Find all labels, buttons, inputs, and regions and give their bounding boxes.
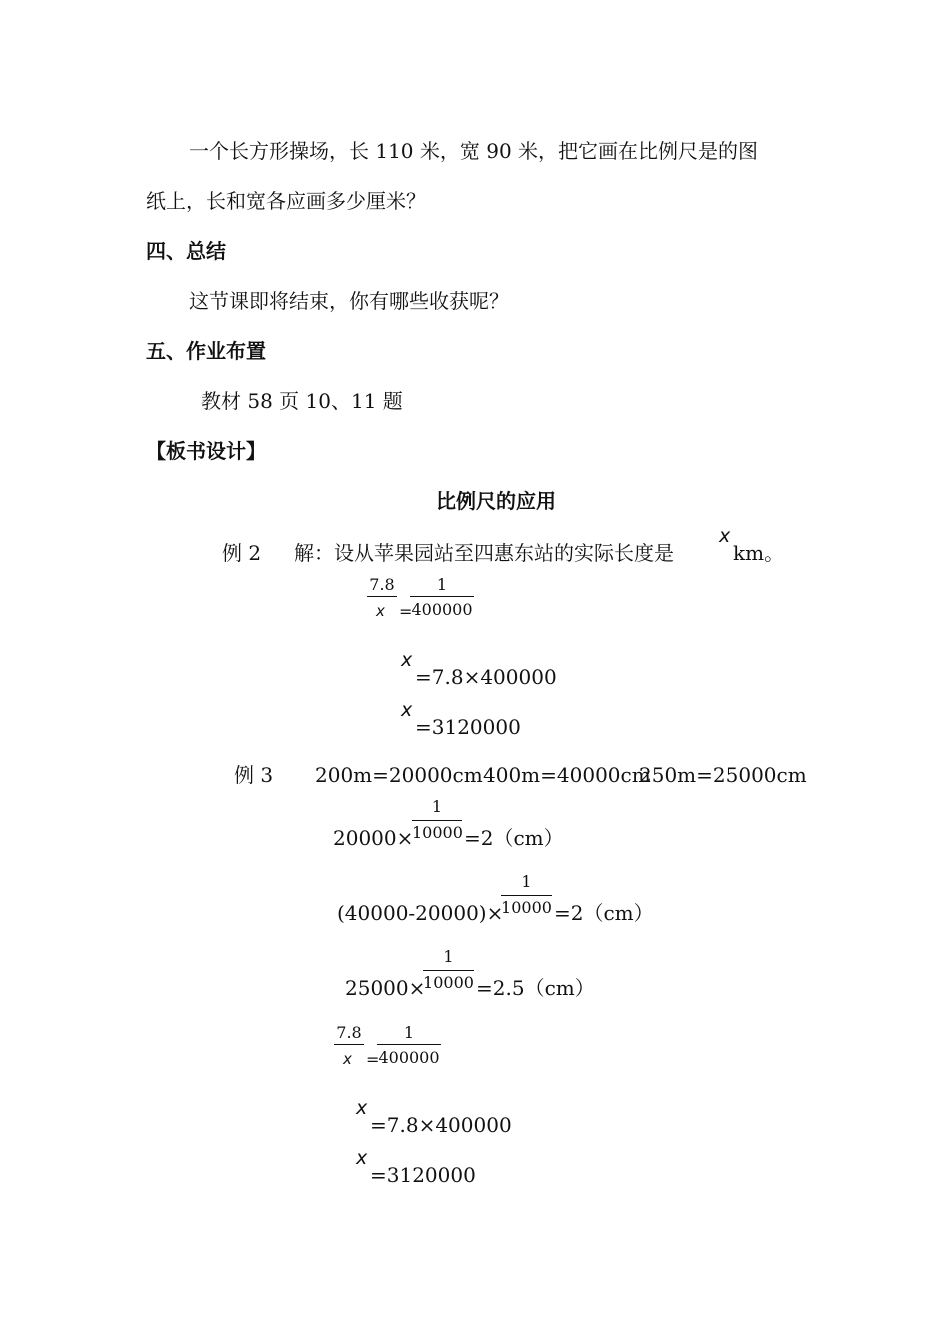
example3-eq-numerator-left: 7.8	[336, 1023, 362, 1042]
example3-eq-fraction-bar-left	[334, 1044, 364, 1045]
example3-calc2-denominator: 10000	[501, 898, 552, 917]
example3-eq-numerator-right: 1	[403, 1023, 415, 1042]
example3-step1-variable: x	[356, 1097, 368, 1119]
example2-eq-denominator-right: 400000	[411, 600, 473, 619]
example3-calc1-denominator: 10000	[412, 823, 463, 842]
example3-conversion-2: 400m=40000cm	[483, 763, 651, 787]
example2-eq-fraction-bar-left	[367, 596, 397, 597]
example3-label: 例 3	[234, 763, 274, 787]
example2-step1: =7.8×400000	[415, 665, 557, 689]
example3-calc1-right: =2（cm）	[464, 826, 564, 850]
problem-line-1: 一个长方形操场，长 110 米，宽 90 米，把它画在比例尺是的图	[189, 139, 759, 163]
example3-calc3-denominator: 10000	[423, 973, 474, 992]
example3-calc1-left: 20000×	[333, 826, 414, 850]
example2-eq-sign: =	[399, 602, 413, 621]
board-title: 比例尺的应用	[436, 489, 556, 513]
example2-eq-numerator-left: 7.8	[369, 575, 395, 594]
example2-unit: km。	[733, 541, 785, 565]
homework-heading: 五、作业布置	[146, 339, 266, 363]
summary-heading: 四、总结	[146, 239, 226, 263]
example3-calc1-fraction-bar	[412, 820, 462, 821]
example3-calc3-left: 25000×	[345, 976, 426, 1000]
example3-calc3-fraction-bar	[423, 970, 474, 971]
example3-calc2-numerator: 1	[521, 872, 532, 891]
example3-calc2-right: =2（cm）	[554, 901, 654, 925]
board-heading: 【板书设计】	[146, 439, 266, 463]
example2-step2-variable: x	[401, 699, 413, 721]
example3-step1: =7.8×400000	[370, 1113, 512, 1137]
example3-calc1-numerator: 1	[431, 797, 443, 816]
summary-text: 这节课即将结束，你有哪些收获呢？	[189, 289, 509, 313]
example3-eq-sign: =	[366, 1050, 380, 1069]
example2-eq-denominator-left: x	[376, 602, 385, 620]
example2-eq-numerator-right: 1	[436, 575, 448, 594]
example2-step2: =3120000	[415, 715, 521, 739]
example3-eq-denominator-left: x	[343, 1050, 352, 1068]
example3-calc3-right: =2.5（cm）	[476, 976, 595, 1000]
problem-line-2: 纸上，长和宽各应画多少厘米？	[146, 189, 426, 213]
example3-eq-denominator-right: 400000	[378, 1048, 440, 1067]
example3-eq-fraction-bar-right	[377, 1044, 441, 1045]
example2-step1-variable: x	[401, 649, 413, 671]
example2-label: 例 2	[222, 541, 262, 565]
example3-conversion-3: 250m=25000cm	[639, 763, 807, 787]
example3-calc2-fraction-bar	[501, 895, 552, 896]
example3-conversion-1: 200m=20000cm	[315, 763, 483, 787]
example3-step2-variable: x	[356, 1147, 368, 1169]
example2-variable: x	[719, 525, 731, 547]
example3-calc2-left: (40000-20000)×	[337, 901, 504, 925]
example2-intro: 解：设从苹果园站至四惠东站的实际长度是	[294, 541, 674, 565]
example3-calc3-numerator: 1	[443, 947, 454, 966]
homework-text: 教材 58 页 10、11 题	[201, 389, 403, 413]
example3-step2: =3120000	[370, 1163, 476, 1187]
example2-eq-fraction-bar-right	[410, 596, 474, 597]
